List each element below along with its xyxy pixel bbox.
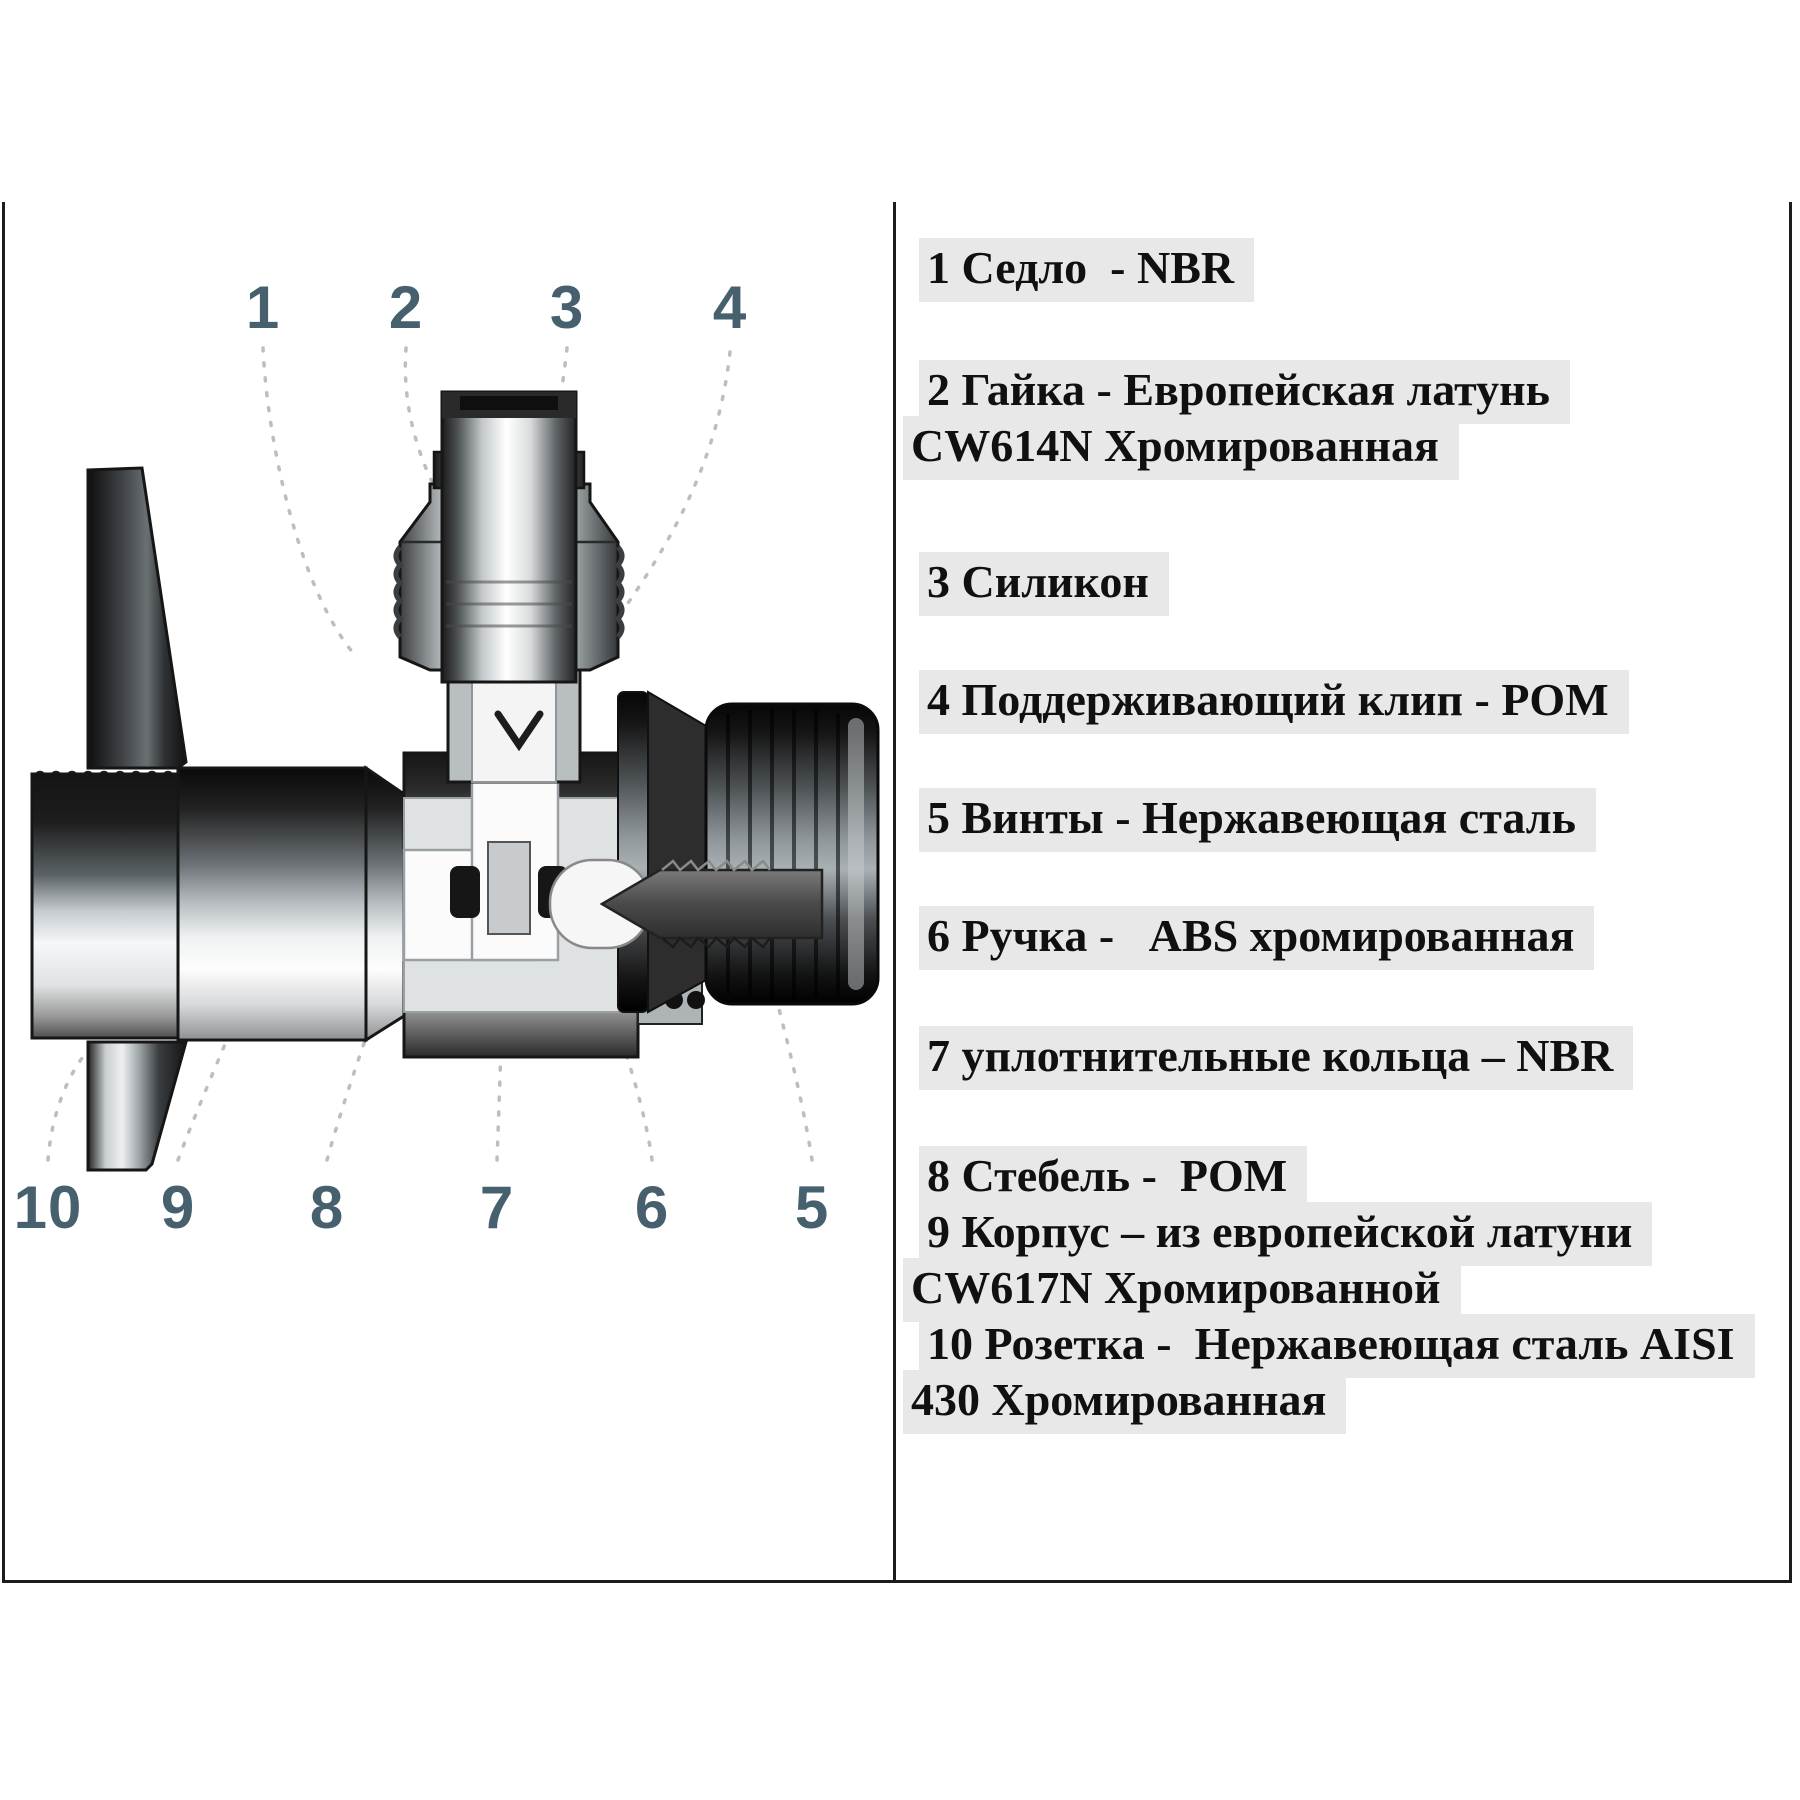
handle bbox=[618, 692, 878, 1012]
legend-line: 1 Седло - NBR bbox=[919, 238, 1254, 302]
frame-bottom-border bbox=[2, 1580, 1792, 1583]
legend-line: 5 Винты - Нержавеющая сталь bbox=[919, 788, 1596, 852]
legend-line: 10 Розетка - Нержавеющая сталь AISI bbox=[919, 1314, 1755, 1378]
part-number-label: 7 bbox=[479, 1174, 515, 1241]
part-number-label: 5 bbox=[794, 1174, 830, 1241]
part-number-label: 6 bbox=[634, 1174, 670, 1241]
part-number-label: 10 bbox=[13, 1174, 83, 1241]
legend-line: 4 Поддерживающий клип - POM bbox=[919, 670, 1629, 734]
valve-cross-section-illustration bbox=[2, 202, 894, 1580]
part-number-label: 1 bbox=[245, 274, 281, 341]
part-number-label: 3 bbox=[549, 274, 585, 341]
part-number-label: 9 bbox=[160, 1174, 196, 1241]
threaded-inlet-pipe bbox=[32, 768, 404, 1040]
legend-line: 6 Ручка - ABS хромированная bbox=[919, 906, 1594, 970]
legend-line: 8 Стебель - POM bbox=[919, 1146, 1307, 1210]
screw bbox=[550, 860, 822, 948]
frame-right-border bbox=[1789, 202, 1792, 1583]
part-number-label: 8 bbox=[309, 1174, 345, 1241]
part-number-label: 4 bbox=[712, 274, 748, 341]
top-connection-pipe bbox=[434, 392, 584, 682]
legend-line: 7 уплотнительные кольца – NBR bbox=[919, 1026, 1633, 1090]
part-number-label: 2 bbox=[388, 274, 424, 341]
legend-line: 430 Хромированная bbox=[903, 1370, 1346, 1434]
legend-line: 2 Гайка - Европейская латунь bbox=[919, 360, 1570, 424]
legend-line: CW617N Хромированной bbox=[903, 1258, 1461, 1322]
legend-line: 3 Силикон bbox=[919, 552, 1169, 616]
legend-line: 9 Корпус – из европейской латуни bbox=[919, 1202, 1652, 1266]
legend-line: CW614N Хромированная bbox=[903, 416, 1459, 480]
